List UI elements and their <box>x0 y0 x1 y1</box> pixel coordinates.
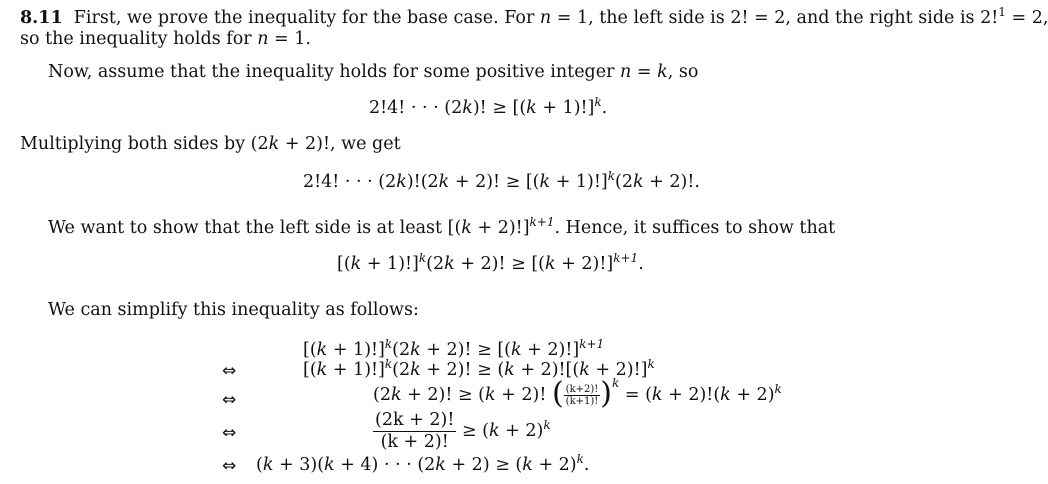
multiply-line <box>20 134 401 154</box>
math: 2!4! · · · (2 <box>303 172 397 192</box>
superscript: k <box>612 376 620 390</box>
var: k <box>461 218 472 238</box>
superscript: k <box>607 169 616 183</box>
var: k <box>262 455 274 475</box>
var: k <box>438 172 450 192</box>
text: = 2, <box>1005 8 1048 28</box>
superscript: 1 <box>998 5 1006 19</box>
text: = 1. <box>268 29 311 49</box>
superscript: k <box>647 357 655 371</box>
var: k <box>350 254 362 274</box>
var: k <box>316 360 328 380</box>
ratio-fraction <box>564 384 601 407</box>
var: k <box>268 134 280 154</box>
superscript: k <box>594 95 602 109</box>
text: Now, assume that the inequality holds for some positive integer <box>48 62 621 82</box>
fraction-numerator: (2k + 2)! <box>375 410 455 430</box>
math: + 3)( <box>273 455 325 475</box>
iff-icon: ⇔ <box>222 361 237 381</box>
math: (2 <box>373 385 391 405</box>
iff-icon: ⇔ <box>222 390 237 410</box>
var: k <box>410 340 421 360</box>
intro-line-1 <box>20 5 1048 29</box>
var: k <box>435 455 446 475</box>
var: k <box>488 421 500 441</box>
var: k <box>579 360 590 380</box>
var: k <box>651 385 663 405</box>
math: + 2)! ≥ ( <box>420 360 505 380</box>
math: ≥ ( <box>456 421 489 441</box>
math: + 2) ≥ ( <box>445 455 523 475</box>
superscript: k+1 <box>613 251 639 265</box>
step-4-fraction <box>373 410 456 453</box>
math: . <box>638 254 644 274</box>
math: + 2)! ≥ ( <box>401 385 485 405</box>
equation-1 <box>369 95 608 119</box>
math: [( <box>303 360 317 380</box>
math: + 2) <box>499 421 544 441</box>
var: k <box>522 455 533 475</box>
math: [( <box>337 254 351 274</box>
math: + 2)!( <box>662 385 721 405</box>
math: . <box>601 98 608 118</box>
var: k <box>484 385 496 405</box>
math: + 1)!] <box>550 172 608 192</box>
problem-number: 8.11 <box>20 8 63 28</box>
step-3 <box>373 375 782 411</box>
math: + 1)!] <box>536 98 595 118</box>
step-5 <box>256 452 590 476</box>
math: (2 <box>392 360 411 380</box>
superscript: k <box>543 418 551 432</box>
text: + 2)!] <box>471 218 530 238</box>
step-1 <box>303 337 605 361</box>
math: = ( <box>619 385 652 405</box>
text: First, we prove the inequality for the base case. For <box>73 8 540 28</box>
math: (2 <box>426 254 445 274</box>
text: so the inequality holds for <box>20 29 258 49</box>
text: . Hence, it suffices to show that <box>554 218 836 238</box>
math: (2 <box>392 340 411 360</box>
intro-line-2 <box>20 29 311 49</box>
math: + 2)! ≥ [( <box>449 172 540 192</box>
var: k <box>510 340 522 360</box>
fraction-denominator: (k+1)! <box>565 396 599 407</box>
var: k <box>390 385 402 405</box>
math: + 2)! ≥ [( <box>420 340 511 360</box>
math: + 2)!] <box>555 254 614 274</box>
iff-icon: ⇔ <box>222 456 237 476</box>
math: + 2) <box>532 455 577 475</box>
superscript: k <box>384 337 393 351</box>
math: + 2)!] <box>589 360 648 380</box>
var: k <box>316 340 328 360</box>
math: + 2)![( <box>514 360 580 380</box>
var: k <box>444 254 455 274</box>
equation-2 <box>303 169 700 193</box>
fraction-numerator: (k+2)! <box>565 384 599 395</box>
var: k <box>324 455 335 475</box>
var: n <box>620 62 632 82</box>
superscript: k <box>384 357 393 371</box>
var: k <box>539 172 551 192</box>
math: + 1)!] <box>361 254 419 274</box>
superscript: k <box>418 251 427 265</box>
superscript: k <box>576 452 584 466</box>
math: 2!4! · · · (2 <box>369 98 463 118</box>
left-paren: ( <box>551 375 564 411</box>
math: [( <box>303 340 317 360</box>
text: = 1, the left side is 2! = 2, and the right side is 2! <box>551 8 999 28</box>
fraction-denominator: (k + 2)! <box>380 432 449 452</box>
step-4 <box>373 410 551 453</box>
text: + 2)!, we get <box>279 134 401 154</box>
var: k <box>462 98 473 118</box>
var: k <box>657 62 668 82</box>
text: = <box>631 62 658 82</box>
math: + 2)! ≥ [( <box>454 254 545 274</box>
goal-line <box>48 215 836 239</box>
superscript: k <box>774 382 782 396</box>
superscript: k+1 <box>579 337 605 351</box>
right-paren: ) <box>600 375 613 411</box>
math: + 4) · · · (2 <box>334 455 436 475</box>
text: We can simplify this inequality as follows: <box>48 300 419 320</box>
superscript: k+1 <box>529 215 555 229</box>
math: + 2)!. <box>643 172 700 192</box>
math: + 2) <box>730 385 775 405</box>
math: + 2)!] <box>521 340 580 360</box>
math: )! ≥ [( <box>472 98 527 118</box>
math: + 1)!] <box>327 340 385 360</box>
var: k <box>504 360 515 380</box>
var: k <box>526 98 537 118</box>
math: ( <box>256 455 263 475</box>
var: k <box>396 172 407 192</box>
text: Multiplying both sides by (2 <box>20 134 269 154</box>
math: (2 <box>615 172 633 192</box>
var: n <box>257 29 269 49</box>
math: )!(2 <box>406 172 439 192</box>
var: n <box>539 8 552 28</box>
var: k <box>544 254 556 274</box>
simplify-line <box>48 300 419 320</box>
text: , so <box>667 62 699 82</box>
equation-3 <box>337 251 644 275</box>
text: We want to show that the left side is at least [( <box>48 218 462 238</box>
var: k <box>720 385 731 405</box>
var: k <box>633 172 644 192</box>
math: . <box>583 455 590 475</box>
math: + 1)!] <box>327 360 385 380</box>
assumption-line <box>48 62 698 82</box>
math: + 2)! <box>495 385 552 405</box>
var: k <box>410 360 421 380</box>
iff-icon: ⇔ <box>222 423 237 443</box>
